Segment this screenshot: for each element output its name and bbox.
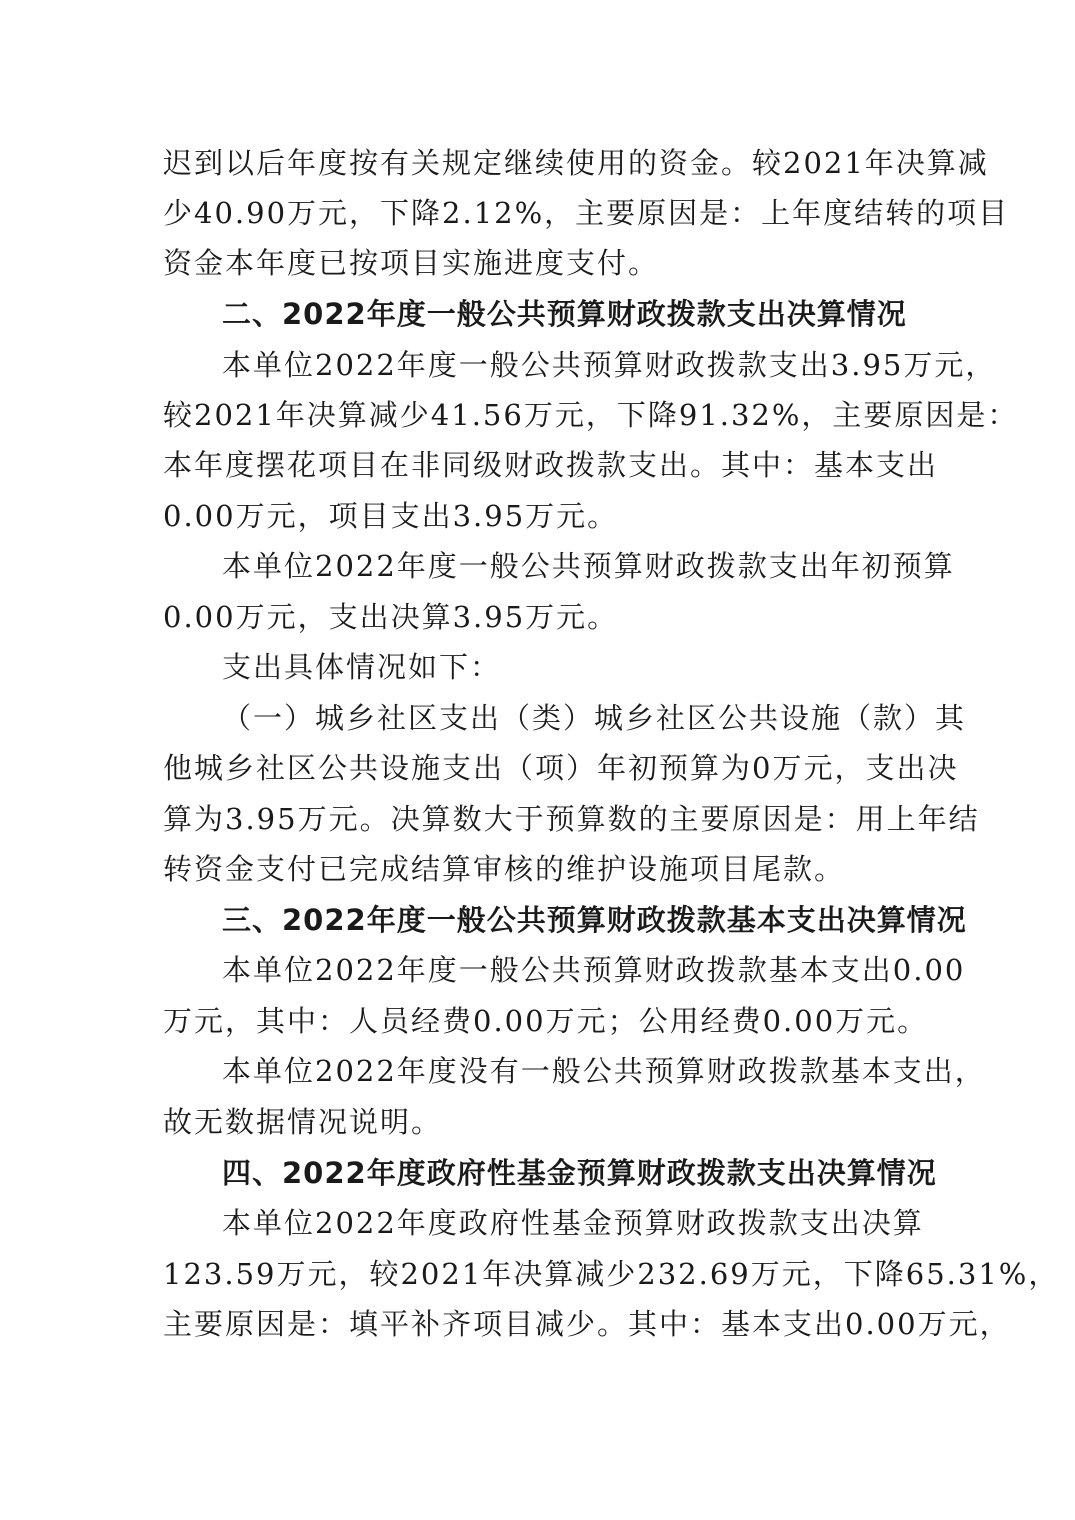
paragraph-line: 0.00万元，项目支出3.95万元。 — [163, 499, 619, 533]
paragraph-line: 算为3.95万元。决算数大于预算数的主要原因是：用上年结 — [163, 802, 980, 836]
paragraph-line: 万元，其中：人员经费0.00万元；公用经费0.00万元。 — [163, 1004, 929, 1038]
paragraph-line: 本年度摆花项目在非同级财政拨款支出。其中：基本支出 — [163, 448, 939, 482]
paragraph-line: 迟到以后年度按有关规定继续使用的资金。较2021年决算减 — [163, 146, 989, 180]
paragraph-line: 转资金支付已完成结算审核的维护设施项目尾款。 — [163, 852, 846, 886]
paragraph-line: 0.00万元，支出决算3.95万元。 — [163, 600, 619, 634]
paragraph-line: 主要原因是：填平补齐项目减少。其中：基本支出0.00万元， — [163, 1307, 1011, 1341]
paragraph-line: 较2021年决算减少41.56万元，下降91.32%，主要原因是： — [163, 398, 1019, 432]
paragraph-line: 本单位2022年度政府性基金预算财政拨款支出决算 — [222, 1206, 924, 1240]
section-heading: 四、2022年度政府性基金预算财政拨款支出决算情况 — [222, 1156, 937, 1190]
paragraph-line: 资金本年度已按项目实施进度支付。 — [163, 246, 660, 280]
paragraph-line: 本单位2022年度没有一般公共预算财政拨款基本支出， — [222, 1054, 986, 1088]
paragraph-line: 本单位2022年度一般公共预算财政拨款支出3.95万元， — [222, 348, 997, 382]
section-heading: 三、2022年度一般公共预算财政拨款基本支出决算情况 — [222, 903, 967, 937]
paragraph-line: 支出具体情况如下： — [222, 650, 502, 684]
paragraph-line: 本单位2022年度一般公共预算财政拨款支出年初预算 — [222, 549, 955, 583]
paragraph-line: 123.59万元，较2021年决算减少232.69万元，下降65.31%， — [163, 1257, 1060, 1291]
section-heading: 二、2022年度一般公共预算财政拨款支出决算情况 — [222, 297, 907, 331]
paragraph-line: 故无数据情况说明。 — [163, 1105, 443, 1139]
paragraph-line: 少40.90万元，下降2.12%，主要原因是：上年度结转的项目 — [163, 196, 1010, 230]
paragraph-line: 他城乡社区公共设施支出（项）年初预算为0万元，支出决 — [163, 751, 959, 785]
paragraph-line: 本单位2022年度一般公共预算财政拨款基本支出0.00 — [222, 953, 966, 987]
paragraph-line: （一）城乡社区支出（类）城乡社区公共设施（款）其 — [222, 701, 967, 735]
